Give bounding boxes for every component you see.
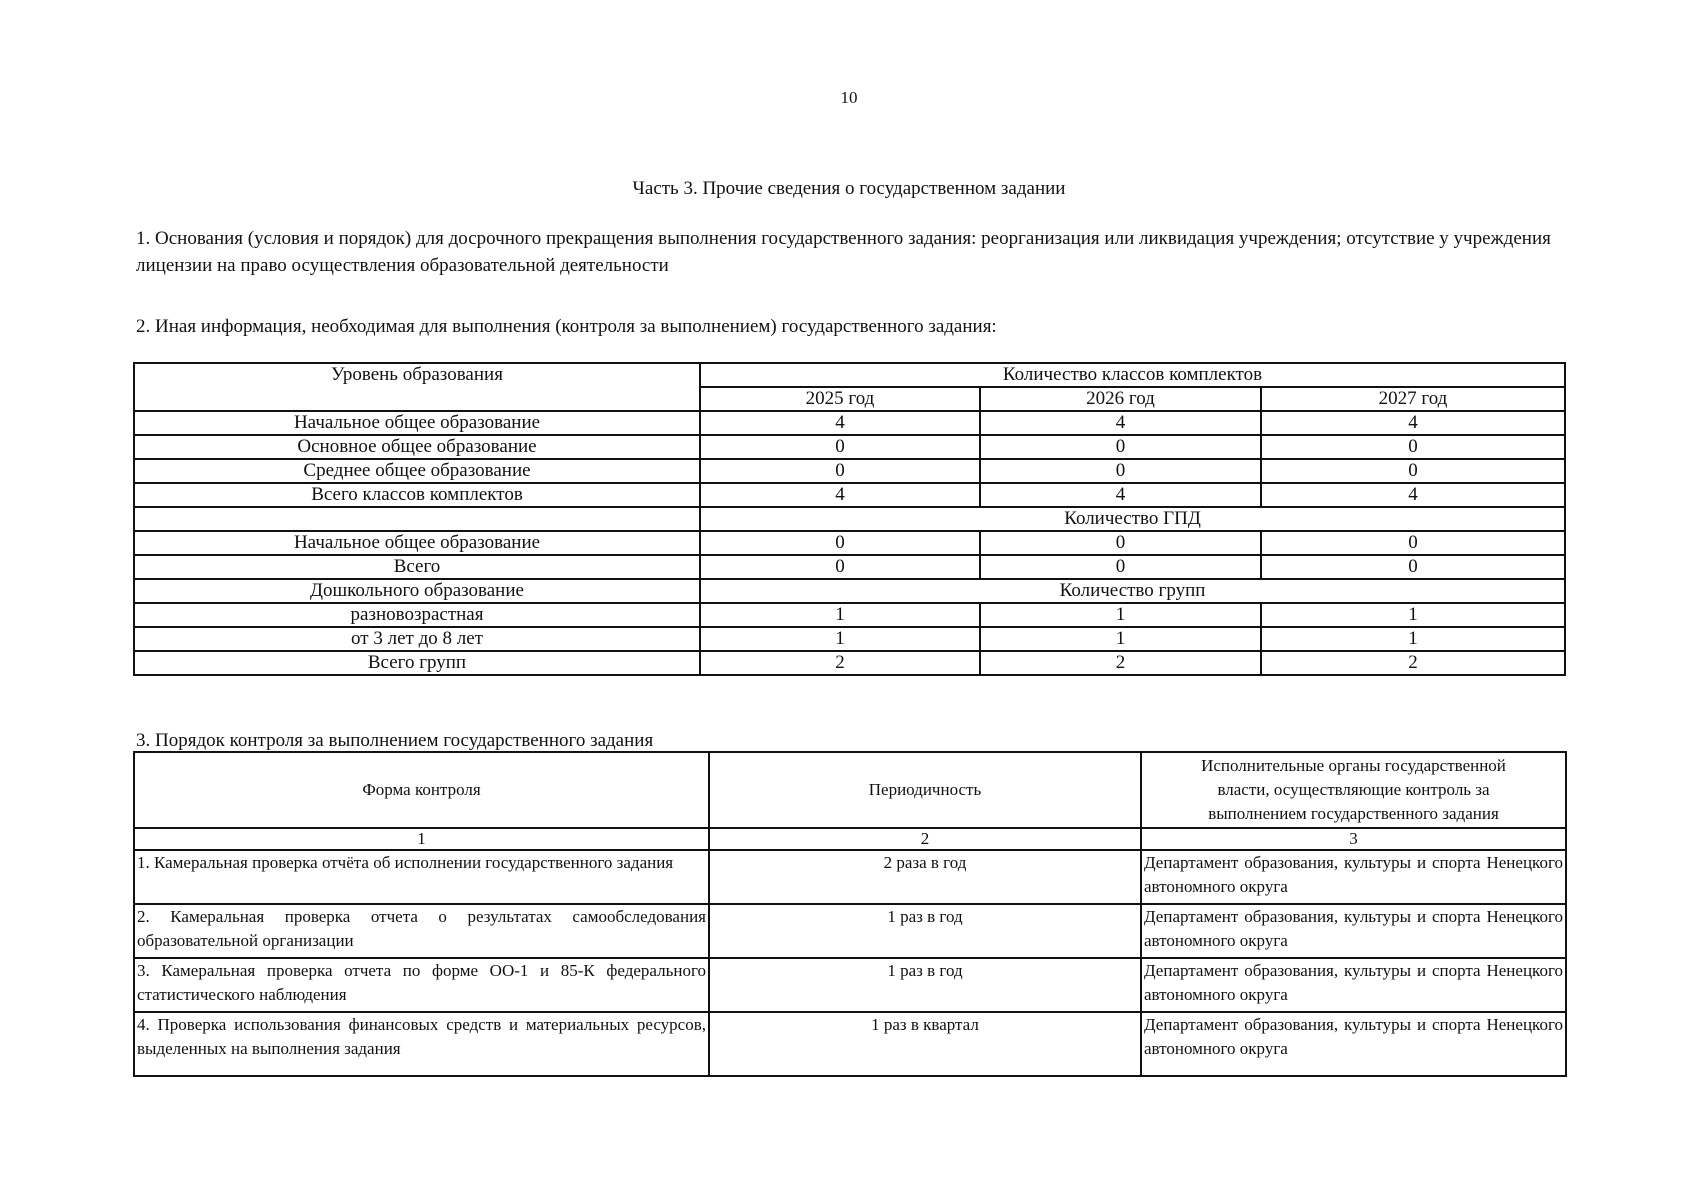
control-form: 1. Камеральная проверка отчёта об исполнении государственного задания <box>134 850 709 904</box>
table-row <box>134 651 1565 675</box>
table-row <box>134 579 1565 603</box>
cell-value: 0 <box>1261 531 1565 555</box>
table-row <box>134 411 1565 435</box>
column-header: Периодичность <box>709 752 1141 828</box>
table-row <box>134 828 1566 850</box>
cell-value: 2 <box>980 651 1261 675</box>
table-row <box>134 904 1566 958</box>
row-label: Всего <box>134 555 700 579</box>
cell-value: 0 <box>1261 435 1565 459</box>
row-label: Начальное общее образование <box>134 411 700 435</box>
control-organ: Департамент образования, культуры и спорта Ненецкого автономного округа <box>1141 904 1566 958</box>
cell-value: 4 <box>1261 483 1565 507</box>
control-organ: Департамент образования, культуры и спорта Ненецкого автономного округа <box>1141 850 1566 904</box>
table-row <box>134 507 1565 531</box>
table-row <box>134 435 1565 459</box>
groups-header: Количество групп <box>700 579 1565 603</box>
control-procedure-heading: 3. Порядок контроля за выполнением государственного задания <box>136 730 654 751</box>
control-period: 2 раза в год <box>709 850 1141 904</box>
table-row <box>134 459 1565 483</box>
cell-value: 2 <box>700 651 980 675</box>
other-info-paragraph: 2. Иная информация, необходимая для выполнения (контроля за выполнением) государственного задания: <box>136 316 997 337</box>
cell-value: 1 <box>1261 603 1565 627</box>
column-number: 1 <box>134 828 709 850</box>
classes-header: Количество классов комплектов <box>700 363 1565 387</box>
cell-value: 4 <box>1261 411 1565 435</box>
cell-value: 4 <box>980 483 1261 507</box>
row-label: Всего групп <box>134 651 700 675</box>
table-row <box>134 627 1565 651</box>
table-row <box>134 850 1566 904</box>
class-count-table <box>133 362 1566 676</box>
cell-value: 1 <box>980 627 1261 651</box>
cell-value: 0 <box>1261 555 1565 579</box>
row-label: разновозрастная <box>134 603 700 627</box>
control-organ: Департамент образования, культуры и спорта Ненецкого автономного округа <box>1141 958 1566 1012</box>
cell-value: 0 <box>700 555 980 579</box>
control-form: 3. Камеральная проверка отчета по форме ОО-1 и 85-К федерального статистического наблюдения <box>134 958 709 1012</box>
cell-value: 0 <box>980 435 1261 459</box>
row-label: Начальное общее образование <box>134 531 700 555</box>
control-period: 1 раз в квартал <box>709 1012 1141 1076</box>
column-number: 3 <box>1141 828 1566 850</box>
table-row <box>134 752 1566 828</box>
cell-value: 0 <box>700 459 980 483</box>
cell-value: 2 <box>1261 651 1565 675</box>
cell-value: 4 <box>700 411 980 435</box>
gpd-header: Количество ГПД <box>700 507 1565 531</box>
year-header: 2027 год <box>1261 387 1565 411</box>
column-header: Форма контроля <box>134 752 709 828</box>
cell-value: 1 <box>700 603 980 627</box>
row-label: от 3 лет до 8 лет <box>134 627 700 651</box>
table-row <box>134 555 1565 579</box>
cell-value: 0 <box>980 459 1261 483</box>
table-row <box>134 483 1565 507</box>
cell-value: 1 <box>980 603 1261 627</box>
cell-value: 0 <box>700 531 980 555</box>
cell-value: 0 <box>700 435 980 459</box>
cell-value: 1 <box>700 627 980 651</box>
year-header: 2026 год <box>980 387 1261 411</box>
cell-value: 0 <box>980 531 1261 555</box>
table-row <box>134 958 1566 1012</box>
row-label: Основное общее образование <box>134 435 700 459</box>
year-header: 2025 год <box>700 387 980 411</box>
row-label: Среднее общее образование <box>134 459 700 483</box>
table-row <box>134 363 1565 387</box>
cell-value: 0 <box>980 555 1261 579</box>
cell-value: 4 <box>980 411 1261 435</box>
control-period: 1 раз в год <box>709 958 1141 1012</box>
cell-value: 4 <box>700 483 980 507</box>
control-form: 4. Проверка использования финансовых средств и материальных ресурсов, выделенных на выполнения задания <box>134 1012 709 1076</box>
termination-grounds-paragraph: 1. Основания (условия и порядок) для досрочного прекращения выполнения государственного задания: реорганизация или ликвидация учреждения; отсутствие у учреждения лицензии на право осуществления образовательной деятельности <box>136 228 1551 276</box>
control-form: 2. Камеральная проверка отчета о результатах самообследования образовательной организации <box>134 904 709 958</box>
page-number: 10 <box>840 88 858 107</box>
table-row <box>134 603 1565 627</box>
column-number: 2 <box>709 828 1141 850</box>
control-table <box>133 751 1567 1077</box>
level-header: Уровень образования <box>134 363 700 411</box>
column-header: Исполнительные органы государственной власти, осуществляющие контроль за выполнением государственного задания <box>1141 752 1566 828</box>
row-label: Всего классов комплектов <box>134 483 700 507</box>
preschool-label: Дошкольного образование <box>134 579 700 603</box>
control-organ: Департамент образования, культуры и спорта Ненецкого автономного округа <box>1141 1012 1566 1076</box>
part-title: Часть 3. Прочие сведения о государственном задании <box>632 178 1066 199</box>
cell-value: 1 <box>1261 627 1565 651</box>
control-period: 1 раз в год <box>709 904 1141 958</box>
table-row <box>134 531 1565 555</box>
empty-cell <box>134 507 700 531</box>
cell-value: 0 <box>1261 459 1565 483</box>
table-row <box>134 1012 1566 1076</box>
